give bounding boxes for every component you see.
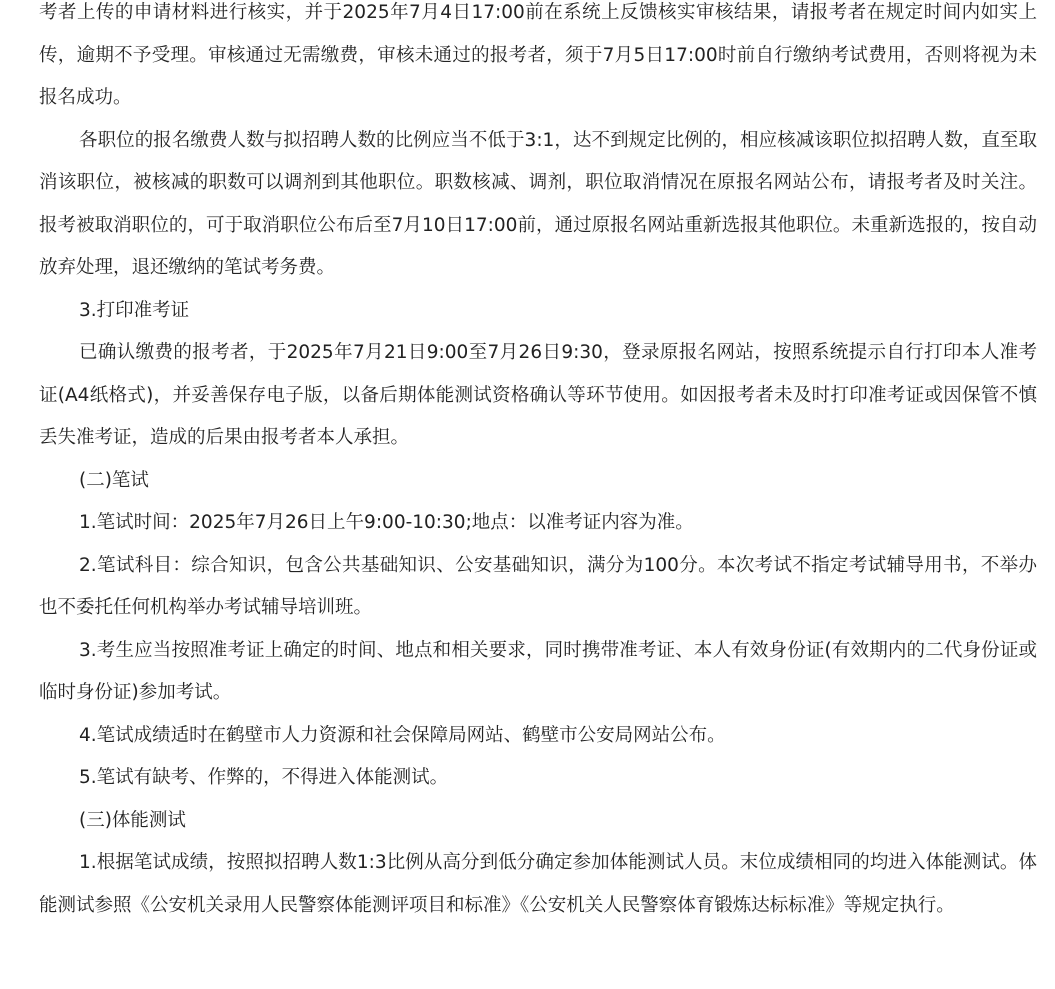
paragraph-ratio-rule: 各职位的报名缴费人数与拟招聘人数的比例应当不低于3:1，达不到规定比例的，相应核减该职位拟招聘人数，直至取消该职位，被核减的职数可以调剂到其他职位。职数核减、调剂，职位取消情况在原报名网站公布，请报考者及时关注。报考被取消职位的，可于取消职位公布后至7月10日17:00前，通过原报名网站重新选报其他职位。未重新选报的，按自动放弃处理，退还缴纳的笔试考务费。	[39, 129, 1037, 278]
paragraph-exam-scores: 4.笔试成绩适时在鹤壁市人力资源和社会保障局网站、鹤壁市公安局网站公布。	[79, 724, 726, 746]
paragraph-physical-test: 1.根据笔试成绩，按照拟招聘人数1:3比例从高分到低分确定参加体能测试人员。末位成绩相同的均进入体能测试。体能测试参照《公安机关录用人民警察体能测评项目和标准》《公安机关人民警察体育锻炼达标标准》等规定执行。	[39, 852, 1037, 916]
paragraph-exam-time: 1.笔试时间：2025年7月26日上午9:00-10:30;地点：以准考证内容为准。	[79, 512, 694, 533]
paragraph-review-results: 考者上传的申请材料进行核实，并于2025年7月4日17:00前在系统上反馈核实审核结果，请报考者在规定时间内如实上传，逾期不予受理。审核通过无需缴费，审核未通过的报考者，须于7月5日17:00时前自行缴纳考试费用，否则将视为未报名成功。	[39, 2, 1037, 108]
paragraph-exam-absence: 5.笔试有缺考、作弊的，不得进入体能测试。	[79, 767, 449, 788]
paragraph-exam-subject: 2.笔试科目：综合知识，包含公共基础知识、公安基础知识，满分为100分。本次考试不指定考试辅导用书，不举办也不委托任何机构举办考试辅导培训班。	[39, 554, 1037, 618]
heading-physical-test: (三)体能测试	[79, 809, 186, 831]
paragraph-exam-requirements: 3.考生应当按照准考证上确定的时间、地点和相关要求，同时携带准考证、本人有效身份证(有效期内的二代身份证或临时身份证)参加考试。	[39, 639, 1037, 703]
heading-print-admission-ticket: 3.打印准考证	[79, 299, 190, 321]
heading-written-exam: (二)笔试	[79, 469, 149, 491]
paragraph-print-ticket: 已确认缴费的报考者，于2025年7月21日9:00至7月26日9:30，登录原报名网站，按照系统提示自行打印本人准考证(A4纸格式)，并妥善保存电子版，以备后期体能测试资格确认等环节使用。如因报考者未及时打印准考证或因保管不慎丢失准考证，造成的后果由报考者本人承担。	[39, 342, 1037, 448]
